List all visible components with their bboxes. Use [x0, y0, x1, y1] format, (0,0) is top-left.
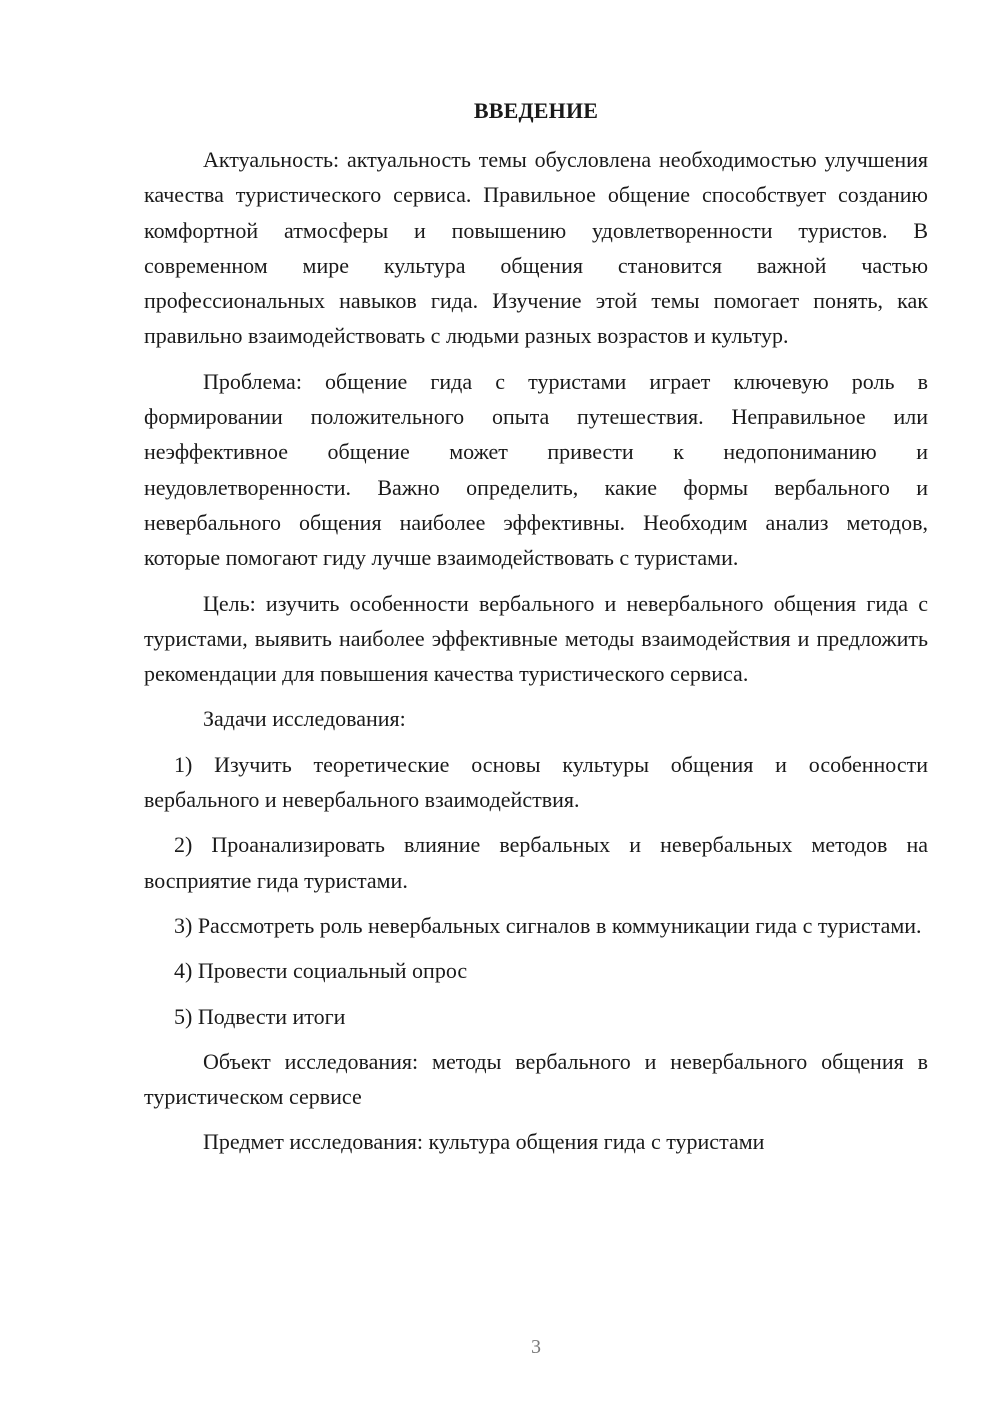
task-item-2: 2) Проанализировать влияние вербальных и невербальных методов на восприятие гида туристами.: [144, 832, 928, 893]
paragraph-goal: Цель: изучить особенности вербального и невербального общения гида с туристами, выявить наиболее эффективные методы взаимодействия и предложить рекомендации для повышения качества туристического сервиса.: [144, 590, 928, 687]
document-body: [144, 142, 928, 1160]
tasks-heading: Задачи исследования:: [203, 706, 406, 732]
paragraph-problem: Проблема: общение гида с туристами играет ключевую роль в формировании положительного опыта путешествия. Неправильное или неэффективное общение может привести к недопониманию и неудовлетворенности. Важно определить, какие формы вербального и невербального общения наиболее эффективны. Необходим анализ методов, которые помогают гиду лучше взаимодействовать с туристами.: [144, 368, 928, 571]
paragraph-subject: Предмет исследования: культура общения гида с туристами: [203, 1129, 765, 1155]
task-item-5: 5) Подвести итоги: [174, 1003, 346, 1029]
paragraph-object: Объект исследования: методы вербального и невербального общения в туристическом сервисе: [144, 1048, 928, 1110]
section-heading: ВВЕДЕНИЕ: [473, 98, 599, 123]
page-number: 3: [531, 1336, 541, 1358]
task-item-3: 3) Рассмотреть роль невербальных сигналов в коммуникации гида с туристами.: [174, 912, 922, 938]
paragraph-relevance: Актуальность: актуальность темы обусловлена необходимостью улучшения качества туристического сервиса. Правильное общение способствует созданию комфортной атмосферы и повышению удовлетворенности туристов. В современном мире культура общения становится важной частью профессиональных навыков гида. Изучение этой темы помогает понять, как правильно взаимодействовать с людьми разных возрастов и культур.: [144, 147, 928, 349]
task-item-4: 4) Провести социальный опрос: [174, 958, 468, 984]
task-item-1: 1) Изучить теоретические основы культуры общения и особенности вербального и невербального взаимодействия.: [144, 751, 928, 813]
